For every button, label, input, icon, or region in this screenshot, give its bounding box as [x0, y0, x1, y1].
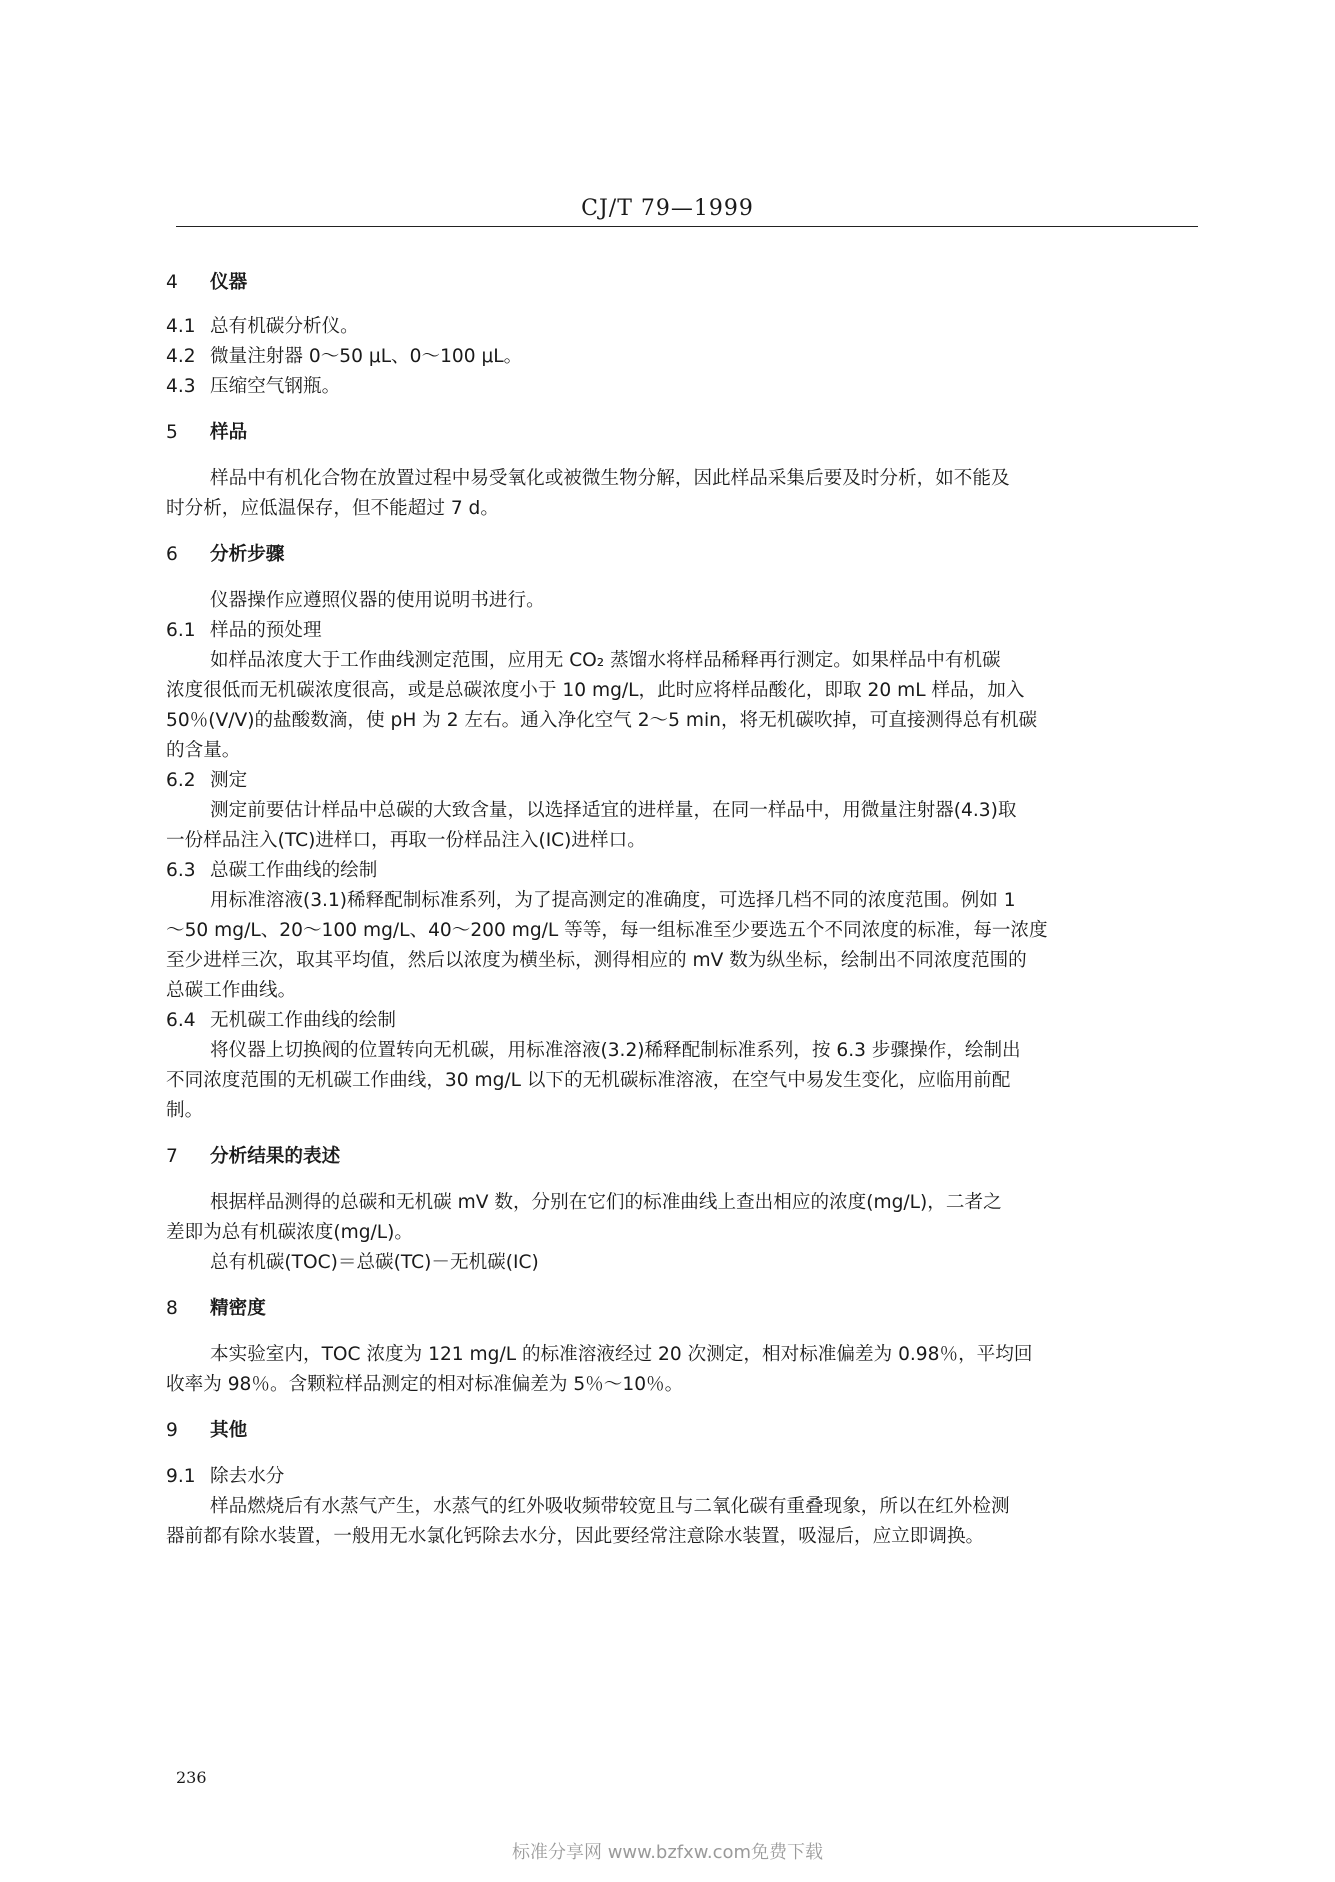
header-rule	[176, 226, 1198, 227]
section-6-4-line-2: 不同浓度范围的无机碳工作曲线，30 mg/L 以下的无机碳标准溶液，在空气中易发生变化，应临用前配	[166, 1070, 1011, 1091]
section-6-4-line-3: 制。	[166, 1100, 204, 1121]
section-5-heading: 5 样品	[166, 422, 248, 443]
section-6-4-heading: 6.4 无机碳工作曲线的绘制	[166, 1010, 396, 1031]
section-7-heading: 7 分析结果的表述	[166, 1146, 341, 1167]
section-6-4-line-1: 将仪器上切换阀的位置转向无机碳，用标准溶液(3.2)稀释配制标准系列，按 6.3 步骤操作，绘制出	[210, 1040, 1021, 1061]
item-4-3: 4.3 压缩空气钢瓶。	[166, 376, 341, 397]
section-9-1-heading: 9.1 除去水分	[166, 1466, 285, 1487]
section-7-line-2: 差即为总有机碳浓度(mg/L)。	[166, 1222, 413, 1243]
section-9-1-line-1: 样品燃烧后有水蒸气产生，水蒸气的红外吸收频带较宽且与二氧化碳有重叠现象，所以在红外检测	[210, 1496, 1010, 1517]
section-9-1-line-2: 器前都有除水装置，一般用无水氯化钙除去水分，因此要经常注意除水装置，吸湿后，应立即调换。	[166, 1526, 985, 1547]
section-4-heading: 4 仪器	[166, 272, 248, 293]
section-6-2-line-2: 一份样品注入(TC)进样口，再取一份样品注入(IC)进样口。	[166, 830, 646, 851]
section-6-2-line-1: 测定前要估计样品中总碳的大致含量，以选择适宜的进样量，在同一样品中，用微量注射器(4.3)取	[210, 800, 1017, 821]
section-6-3-heading: 6.3 总碳工作曲线的绘制	[166, 860, 378, 881]
section-9-heading: 9 其他	[166, 1420, 248, 1441]
watermark-text: 标准分享网 www.bzfxw.com免费下载	[511, 1842, 824, 1863]
section-6-3-line-4: 总碳工作曲线。	[166, 980, 297, 1001]
section-6-2-heading: 6.2 测定	[166, 770, 248, 791]
item-4-2: 4.2 微量注射器 0～50 μL、0～100 μL。	[166, 346, 523, 367]
document-code: CJ/T 79—1999	[581, 196, 754, 221]
section-7-line-1: 根据样品测得的总碳和无机碳 mV 数，分别在它们的标准曲线上查出相应的浓度(mg/L)，二者之	[210, 1192, 1002, 1213]
section-7-formula: 总有机碳(TOC)＝总碳(TC)－无机碳(IC)	[210, 1252, 539, 1273]
section-6-1-line-2: 浓度很低而无机碳浓度很高，或是总碳浓度小于 10 mg/L，此时应将样品酸化，即取 20 mL 样品，加入	[166, 680, 1025, 701]
section-6-3-line-2: ～50 mg/L、20～100 mg/L、40～200 mg/L 等等，每一组标准至少要选五个不同浓度的标准，每一浓度	[166, 920, 1048, 941]
section-8-line-2: 收率为 98％。含颗粒样品测定的相对标准偏差为 5％～10％。	[166, 1374, 684, 1395]
section-8-heading: 8 精密度	[166, 1298, 266, 1319]
section-6-intro: 仪器操作应遵照仪器的使用说明书进行。	[210, 590, 545, 611]
section-6-1-line-4: 的含量。	[166, 740, 241, 761]
section-6-1-line-1: 如样品浓度大于工作曲线测定范围，应用无 CO₂ 蒸馏水将样品稀释再行测定。如果样品中有机碳	[210, 650, 1001, 671]
section-6-3-line-1: 用标准溶液(3.1)稀释配制标准系列，为了提高测定的准确度，可选择几档不同的浓度范围。例如 1	[210, 890, 1016, 911]
section-8-line-1: 本实验室内，TOC 浓度为 121 mg/L 的标准溶液经过 20 次测定，相对标准偏差为 0.98％，平均回	[210, 1344, 1033, 1365]
section-6-heading: 6 分析步骤	[166, 544, 285, 565]
section-6-3-line-3: 至少进样三次，取其平均值，然后以浓度为横坐标，测得相应的 mV 数为纵坐标，绘制出不同浓度范围的	[166, 950, 1027, 971]
section-6-1-heading: 6.1 样品的预处理	[166, 620, 322, 641]
section-5-line-1: 样品中有机化合物在放置过程中易受氧化或被微生物分解，因此样品采集后要及时分析，如不能及	[210, 468, 1010, 489]
page-number: 236	[176, 1768, 207, 1787]
section-6-1-line-3: 50％(V/V)的盐酸数滴，使 pH 为 2 左右。通入净化空气 2～5 min，将无机碳吹掉，可直接测得总有机碳	[166, 710, 1038, 731]
section-5-line-2: 时分析，应低温保存，但不能超过 7 d。	[166, 498, 499, 519]
item-4-1: 4.1 总有机碳分析仪。	[166, 316, 359, 337]
